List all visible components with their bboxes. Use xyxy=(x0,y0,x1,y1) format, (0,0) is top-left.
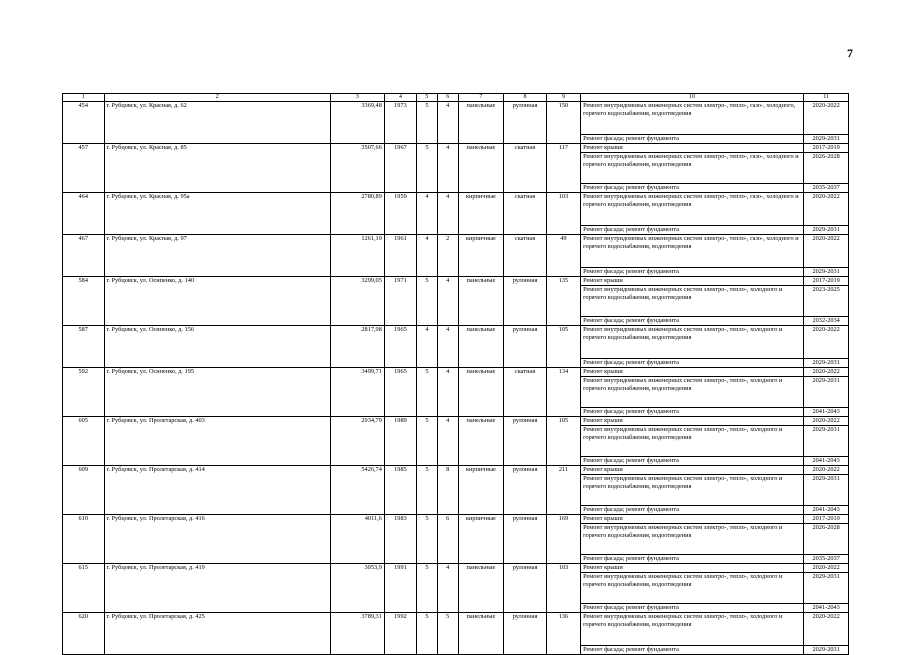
period-cell: 2017-2019 xyxy=(804,144,849,153)
entrances-cell: 2 xyxy=(437,235,458,277)
period-cell: 2026-2028 xyxy=(804,153,849,184)
flats-cell: 134 xyxy=(546,368,580,417)
address-cell: г. Рубцовск, ул. Пролетарская, д. 419 xyxy=(104,564,330,613)
work-type-cell: Ремонт внутридомовых инженерных систем электро-, тепло-, холодного и горячего водоснабжения, водоотведения xyxy=(581,286,804,317)
period-cell: 2041-2043 xyxy=(804,408,849,417)
wall-material-cell: кирпичные xyxy=(458,193,504,235)
work-type-cell: Ремонт фасада; ремонт фундамента xyxy=(581,359,804,368)
work-type-cell: Ремонт внутридомовых инженерных систем электро-, тепло-, холодного и горячего водоснабжения, водоотведения xyxy=(581,524,804,555)
work-type-cell: Ремонт фасада; ремонт фундамента xyxy=(581,408,804,417)
period-cell: 2020-2022 xyxy=(804,235,849,268)
column-number: 5 xyxy=(417,94,438,102)
work-type-cell: Ремонт крыши xyxy=(581,515,804,524)
year-cell: 1959 xyxy=(384,193,416,235)
floors-cell: 5 xyxy=(417,417,438,466)
flats-cell: 211 xyxy=(546,466,580,515)
period-cell: 2029-2031 xyxy=(804,359,849,368)
work-type-cell: Ремонт внутридомовых инженерных систем электро-, тепло-, холодного и горячего водоснабжения, водоотведения xyxy=(581,377,804,408)
column-number: 1 xyxy=(63,94,105,102)
period-cell: 2029-2031 xyxy=(804,268,849,277)
wall-material-cell: кирпичные xyxy=(458,235,504,277)
flats-cell: 150 xyxy=(546,102,580,144)
work-type-cell: Ремонт внутридомовых инженерных систем электро-, тепло-, газо-, холодного и горячего водоснабжения, водоотведения xyxy=(581,153,804,184)
area-cell: 3507,66 xyxy=(330,144,384,193)
roof-type-cell: рулонная xyxy=(504,102,547,144)
work-type-cell: Ремонт фасада; ремонт фундамента xyxy=(581,646,804,655)
address-cell: г. Рубцовск, ул. Осипенко, д. 156 xyxy=(104,326,330,368)
flats-cell: 103 xyxy=(546,193,580,235)
work-type-cell: Ремонт крыши xyxy=(581,564,804,573)
period-cell: 2029-2031 xyxy=(804,573,849,604)
period-cell: 2020-2022 xyxy=(804,613,849,646)
floors-cell: 4 xyxy=(417,193,438,235)
work-type-cell: Ремонт фасада; ремонт фундамента xyxy=(581,604,804,613)
floors-cell: 5 xyxy=(417,368,438,417)
year-cell: 1983 xyxy=(384,515,416,564)
work-type-cell: Ремонт фасада; ремонт фундамента xyxy=(581,506,804,515)
house-id-cell: 605 xyxy=(63,417,105,466)
wall-material-cell: панельные xyxy=(458,102,504,144)
period-cell: 2029-2031 xyxy=(804,135,849,144)
period-cell: 2020-2022 xyxy=(804,466,849,475)
flats-cell: 135 xyxy=(546,277,580,326)
house-row xyxy=(63,326,849,359)
period-cell: 2029-2031 xyxy=(804,377,849,408)
wall-material-cell: панельные xyxy=(458,277,504,326)
flats-cell: 105 xyxy=(546,326,580,368)
house-id-cell: 467 xyxy=(63,235,105,277)
house-row xyxy=(63,417,849,426)
wall-material-cell: панельные xyxy=(458,417,504,466)
house-row xyxy=(63,235,849,268)
entrances-cell: 4 xyxy=(437,564,458,613)
area-cell: 2780,89 xyxy=(330,193,384,235)
repair-schedule-table xyxy=(62,93,849,655)
work-type-cell: Ремонт фасада; ремонт фундамента xyxy=(581,184,804,193)
area-cell: 4011,6 xyxy=(330,515,384,564)
roof-type-cell: рулонная xyxy=(504,417,547,466)
flats-cell: 117 xyxy=(546,144,580,193)
floors-cell: 4 xyxy=(417,235,438,277)
floors-cell: 5 xyxy=(417,515,438,564)
wall-material-cell: кирпичные xyxy=(458,515,504,564)
floors-cell: 5 xyxy=(417,564,438,613)
entrances-cell: 4 xyxy=(437,368,458,417)
wall-material-cell: панельные xyxy=(458,613,504,655)
area-cell: 3369,48 xyxy=(330,102,384,144)
year-cell: 1961 xyxy=(384,235,416,277)
period-cell: 2020-2022 xyxy=(804,193,849,226)
column-number: 9 xyxy=(546,94,580,102)
floors-cell: 5 xyxy=(417,102,438,144)
period-cell: 2041-2043 xyxy=(804,457,849,466)
entrances-cell: 4 xyxy=(437,102,458,144)
area-cell: 3789,31 xyxy=(330,613,384,655)
work-type-cell: Ремонт фасада; ремонт фундамента xyxy=(581,555,804,564)
period-cell: 2017-2019 xyxy=(804,515,849,524)
column-number: 11 xyxy=(804,94,849,102)
roof-type-cell: скатная xyxy=(504,144,547,193)
period-cell: 2020-2022 xyxy=(804,102,849,135)
column-number-row xyxy=(63,94,849,102)
house-id-cell: 457 xyxy=(63,144,105,193)
work-type-cell: Ремонт крыши xyxy=(581,277,804,286)
work-type-cell: Ремонт внутридомовых инженерных систем электро-, тепло-, холодного и горячего водоснабжения, водоотведения xyxy=(581,426,804,457)
house-id-cell: 615 xyxy=(63,564,105,613)
roof-type-cell: рулонная xyxy=(504,277,547,326)
area-cell: 2817,98 xyxy=(330,326,384,368)
address-cell: г. Рубцовск, ул. Красная, д. 85 xyxy=(104,144,330,193)
work-type-cell: Ремонт внутридомовых инженерных систем электро-, тепло-, холодного и горячего водоснабжения, водоотведения xyxy=(581,573,804,604)
year-cell: 1985 xyxy=(384,466,416,515)
column-number: 6 xyxy=(437,94,458,102)
address-cell: г. Рубцовск, ул. Красная, д. 95а xyxy=(104,193,330,235)
period-cell: 2041-2043 xyxy=(804,604,849,613)
page-number: 7 xyxy=(847,46,853,60)
work-type-cell: Ремонт внутридомовых инженерных систем электро-, тепло-, газо-, холодного и горячего водоснабжения, водоотведения xyxy=(581,193,804,226)
roof-type-cell: скатная xyxy=(504,193,547,235)
address-cell: г. Рубцовск, ул. Красная, д. 62 xyxy=(104,102,330,144)
work-type-cell: Ремонт крыши xyxy=(581,368,804,377)
roof-type-cell: рулонная xyxy=(504,326,547,368)
floors-cell: 5 xyxy=(417,144,438,193)
flats-cell: 169 xyxy=(546,515,580,564)
roof-type-cell: рулонная xyxy=(504,613,547,655)
wall-material-cell: панельные xyxy=(458,368,504,417)
roof-type-cell: рулонная xyxy=(504,564,547,613)
floors-cell: 5 xyxy=(417,277,438,326)
house-id-cell: 592 xyxy=(63,368,105,417)
entrances-cell: 4 xyxy=(437,277,458,326)
roof-type-cell: скатная xyxy=(504,235,547,277)
period-cell: 2035-2037 xyxy=(804,184,849,193)
column-number: 3 xyxy=(330,94,384,102)
work-type-cell: Ремонт фасада; ремонт фундамента xyxy=(581,135,804,144)
house-row xyxy=(63,564,849,573)
work-type-cell: Ремонт внутридомовых инженерных систем электро-, тепло-, холодного и горячего водоснабжения, водоотведения xyxy=(581,326,804,359)
work-type-cell: Ремонт фасада; ремонт фундамента xyxy=(581,317,804,326)
entrances-cell: 5 xyxy=(437,613,458,655)
house-row xyxy=(63,613,849,646)
address-cell: г. Рубцовск, ул. Пролетарская, д. 403 xyxy=(104,417,330,466)
area-cell: 3053,9 xyxy=(330,564,384,613)
wall-material-cell: панельные xyxy=(458,326,504,368)
work-type-cell: Ремонт внутридомовых инженерных систем электро-, тепло-, газо-, холодного, горячего водоснабжения, водоотведения xyxy=(581,102,804,135)
year-cell: 1992 xyxy=(384,613,416,655)
year-cell: 1971 xyxy=(384,277,416,326)
address-cell: г. Рубцовск, ул. Красная, д. 97 xyxy=(104,235,330,277)
work-type-cell: Ремонт крыши xyxy=(581,417,804,426)
entrances-cell: 8 xyxy=(437,466,458,515)
address-cell: г. Рубцовск, ул. Осипенко, д. 195 xyxy=(104,368,330,417)
work-type-cell: Ремонт фасада; ремонт фундамента xyxy=(581,268,804,277)
house-row xyxy=(63,466,849,475)
work-type-cell: Ремонт крыши xyxy=(581,466,804,475)
house-row xyxy=(63,102,849,135)
work-type-cell: Ремонт внутридомовых инженерных систем электро-, тепло-, холодного и горячего водоснабжения, водоотведения xyxy=(581,475,804,506)
area-cell: 1261,19 xyxy=(330,235,384,277)
year-cell: 1973 xyxy=(384,102,416,144)
floors-cell: 5 xyxy=(417,613,438,655)
roof-type-cell: рулонная xyxy=(504,466,547,515)
year-cell: 1965 xyxy=(384,368,416,417)
flats-cell: 136 xyxy=(546,613,580,655)
entrances-cell: 6 xyxy=(437,515,458,564)
flats-cell: 105 xyxy=(546,417,580,466)
area-cell: 3299,05 xyxy=(330,277,384,326)
house-row xyxy=(63,193,849,226)
period-cell: 2041-2043 xyxy=(804,506,849,515)
period-cell: 2029-2031 xyxy=(804,475,849,506)
year-cell: 1965 xyxy=(384,326,416,368)
house-row xyxy=(63,368,849,377)
entrances-cell: 4 xyxy=(437,144,458,193)
area-cell: 2934,79 xyxy=(330,417,384,466)
work-type-cell: Ремонт внутридомовых инженерных систем электро-, тепло-, газо-, холодного и горячего водоснабжения, водоотведения xyxy=(581,235,804,268)
house-row xyxy=(63,515,849,524)
house-id-cell: 584 xyxy=(63,277,105,326)
wall-material-cell: панельные xyxy=(458,144,504,193)
house-id-cell: 587 xyxy=(63,326,105,368)
roof-type-cell: скатная xyxy=(504,368,547,417)
work-type-cell: Ремонт фасада; ремонт фундамента xyxy=(581,457,804,466)
house-id-cell: 454 xyxy=(63,102,105,144)
floors-cell: 5 xyxy=(417,466,438,515)
year-cell: 1967 xyxy=(384,144,416,193)
work-type-cell: Ремонт внутридомовых инженерных систем электро-, тепло-, холодного и горячего водоснабжения, водоотведения xyxy=(581,613,804,646)
area-cell: 3499,71 xyxy=(330,368,384,417)
address-cell: г. Рубцовск, ул. Осипенко, д. 140 xyxy=(104,277,330,326)
column-number: 4 xyxy=(384,94,416,102)
column-number: 7 xyxy=(458,94,504,102)
wall-material-cell: кирпичные xyxy=(458,466,504,515)
area-cell: 5426,74 xyxy=(330,466,384,515)
house-id-cell: 609 xyxy=(63,466,105,515)
period-cell: 2029-2031 xyxy=(804,226,849,235)
column-number: 2 xyxy=(104,94,330,102)
period-cell: 2035-2037 xyxy=(804,555,849,564)
flats-cell: 103 xyxy=(546,564,580,613)
house-id-cell: 464 xyxy=(63,193,105,235)
period-cell: 2017-2019 xyxy=(804,277,849,286)
address-cell: г. Рубцовск, ул. Пролетарская, д. 414 xyxy=(104,466,330,515)
period-cell: 2020-2022 xyxy=(804,417,849,426)
column-number: 10 xyxy=(581,94,804,102)
work-type-cell: Ремонт крыши xyxy=(581,144,804,153)
period-cell: 2020-2022 xyxy=(804,564,849,573)
roof-type-cell: рулонная xyxy=(504,515,547,564)
flats-cell: 49 xyxy=(546,235,580,277)
house-id-cell: 620 xyxy=(63,613,105,655)
period-cell: 2032-2034 xyxy=(804,317,849,326)
period-cell: 2029-2031 xyxy=(804,426,849,457)
entrances-cell: 4 xyxy=(437,417,458,466)
table-body xyxy=(63,94,849,655)
year-cell: 1989 xyxy=(384,417,416,466)
period-cell: 2023-2025 xyxy=(804,286,849,317)
period-cell: 2029-2031 xyxy=(804,646,849,655)
period-cell: 2020-2022 xyxy=(804,326,849,359)
entrances-cell: 4 xyxy=(437,193,458,235)
house-id-cell: 610 xyxy=(63,515,105,564)
column-number: 8 xyxy=(504,94,547,102)
entrances-cell: 4 xyxy=(437,326,458,368)
house-row xyxy=(63,277,849,286)
address-cell: г. Рубцовск, ул. Пролетарская, д. 425 xyxy=(104,613,330,655)
house-row xyxy=(63,144,849,153)
work-type-cell: Ремонт фасада; ремонт фундамента xyxy=(581,226,804,235)
period-cell: 2026-2028 xyxy=(804,524,849,555)
floors-cell: 4 xyxy=(417,326,438,368)
period-cell: 2020-2022 xyxy=(804,368,849,377)
wall-material-cell: панельные xyxy=(458,564,504,613)
address-cell: г. Рубцовск, ул. Пролетарская, д. 416 xyxy=(104,515,330,564)
year-cell: 1991 xyxy=(384,564,416,613)
